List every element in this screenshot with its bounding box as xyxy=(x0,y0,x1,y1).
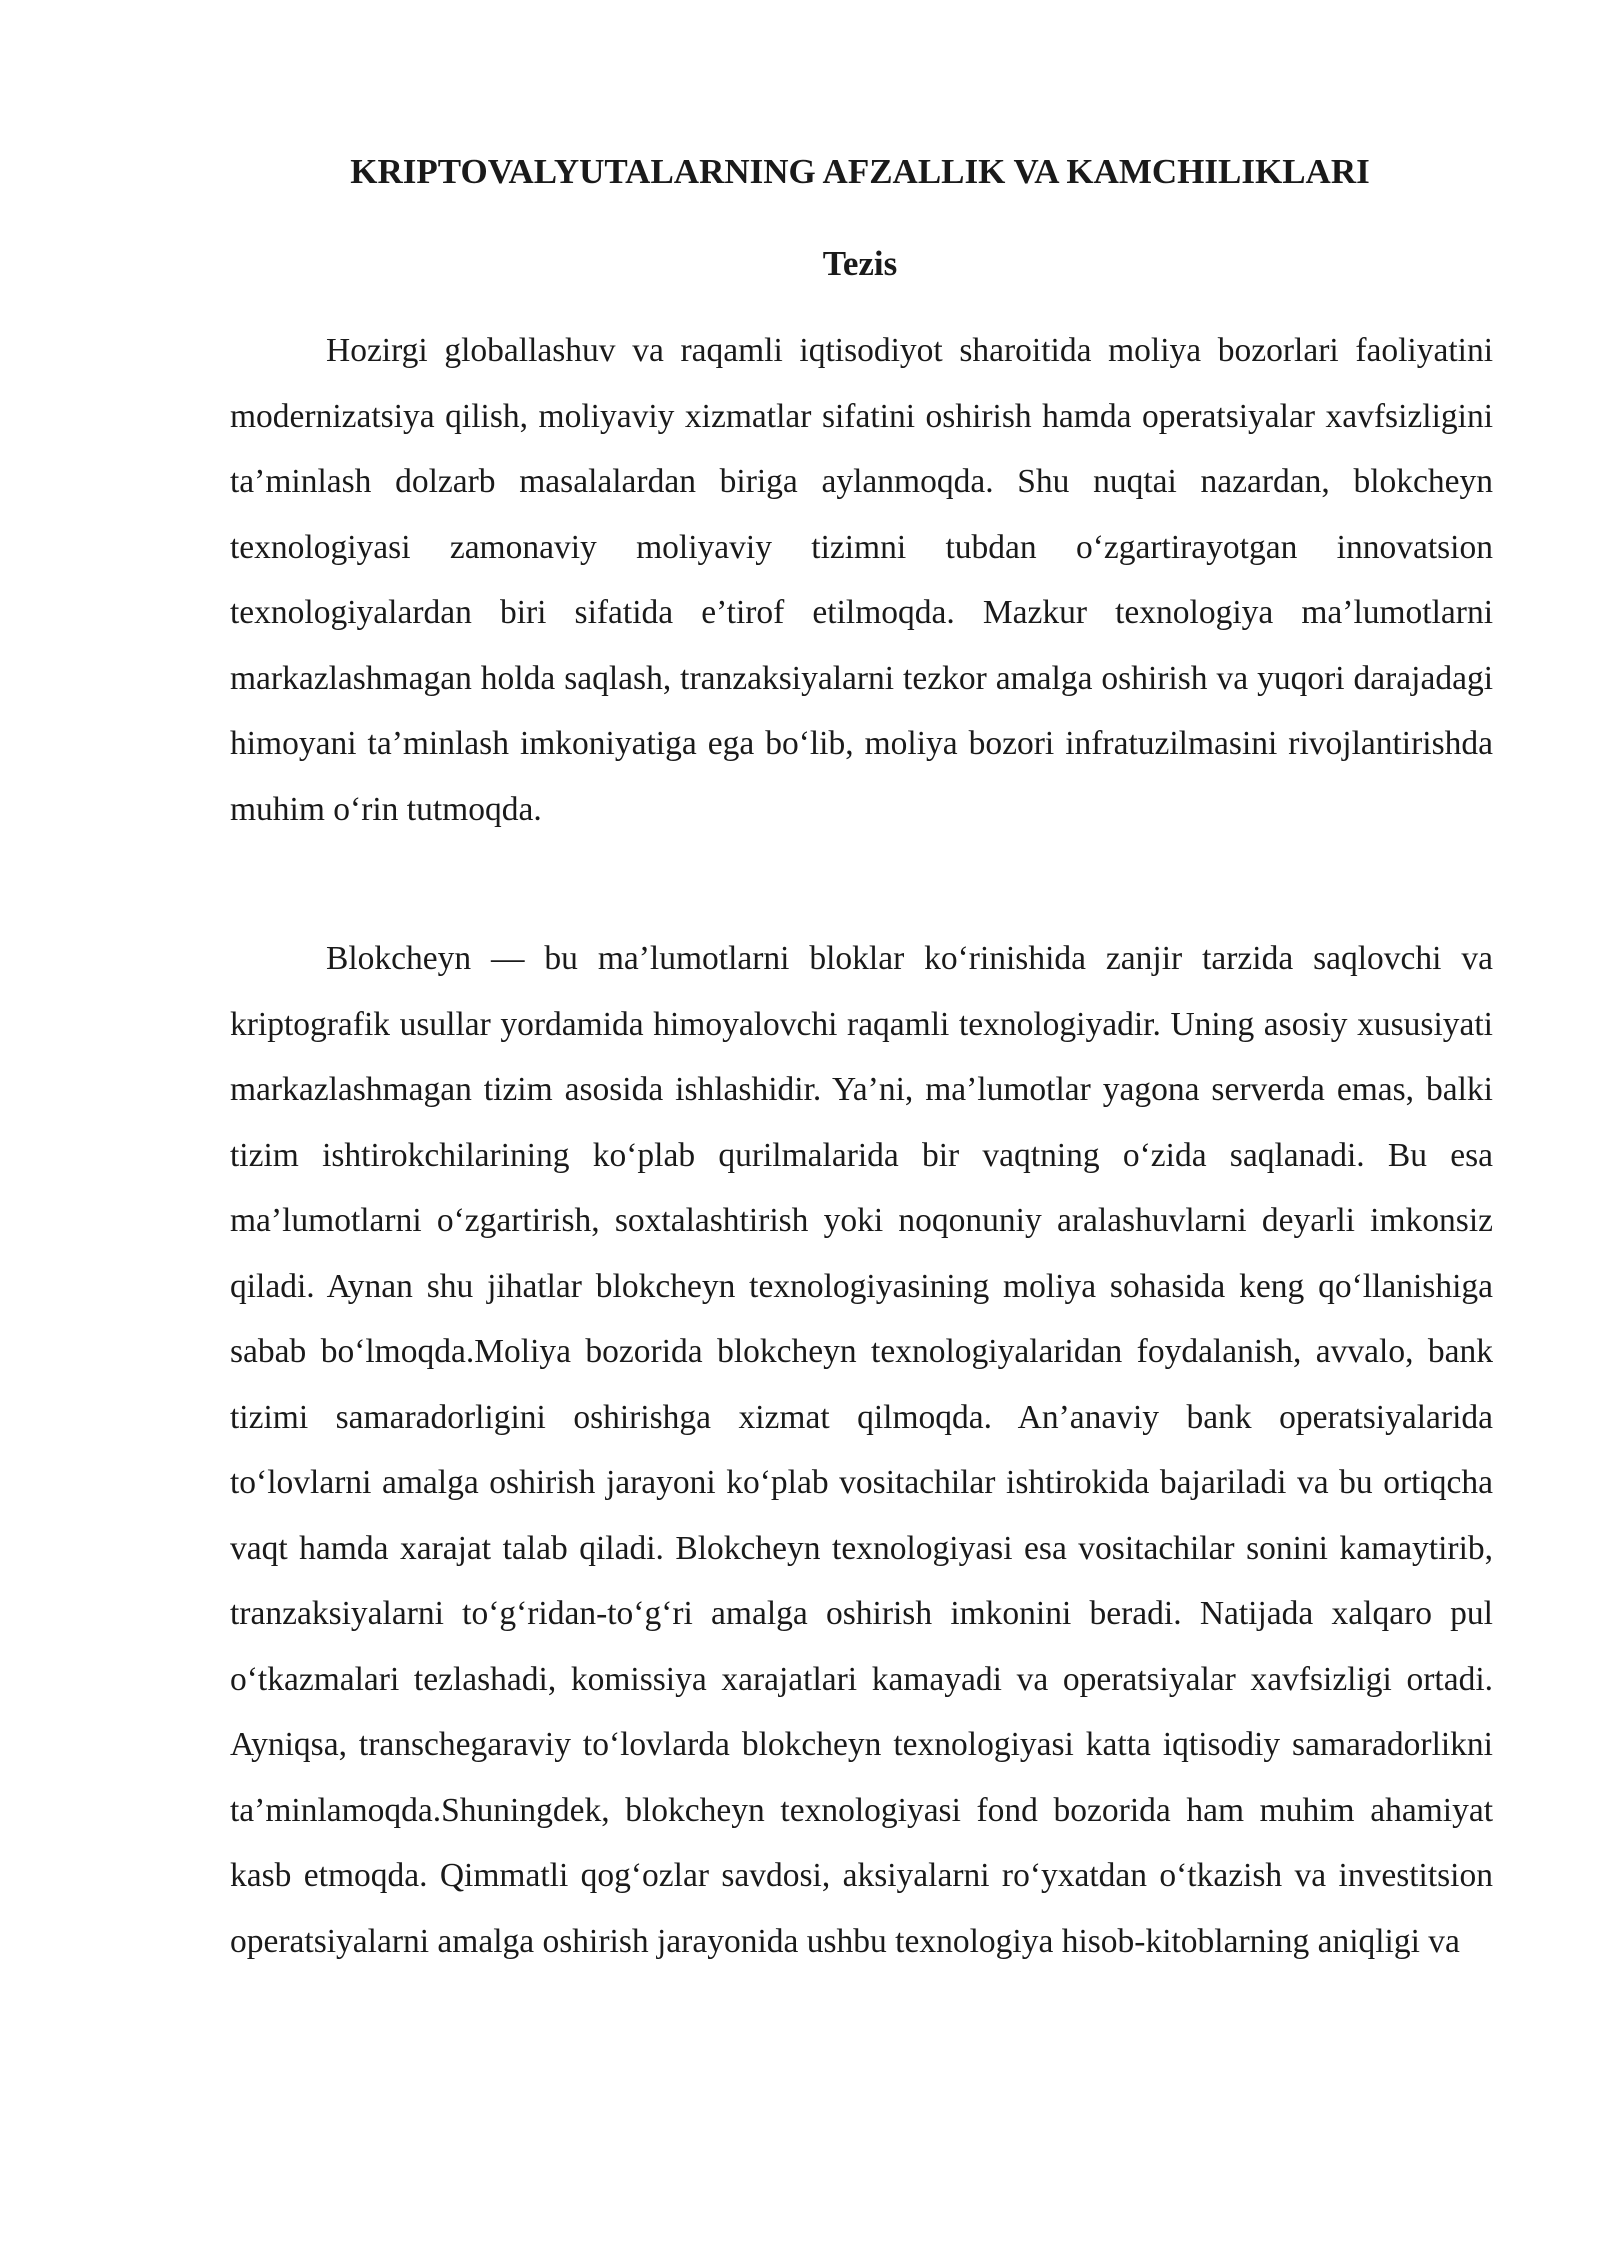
paragraph-1: Hozirgi globallashuv va raqamli iqtisodiyot sharoitida moliya bozorlari faoliyatini modernizatsiya qilish, moliyaviy xizmatlar sifatini oshirish hamda operatsiyalar xavfsizligini ta’minlash dolzarb masalalardan biriga aylanmoqda. Shu nuqtai nazardan, blokcheyn texnologiyasi zamonaviy moliyaviy tizimni tubdan o‘zgartirayotgan innovatsion texnologiyalardan biri sifatida e’tirof etilmoqda. Mazkur texnologiya ma’lumotlarni markazlashmagan holda saqlash, tranzaksiyalarni tezkor amalga oshirish va yuqori darajadagi himoyani ta’minlash imkoniyatiga ega bo‘lib, moliya bozori infratuzilmasini rivojlantirishda muhim o‘rin tutmoqda. xyxy=(230,332,1493,828)
document-title: KRIPTOVALYUTALARNING AFZALLIK VA KAMCHILIKLARI xyxy=(350,152,1370,191)
document-subtitle: Tezis xyxy=(822,244,898,283)
paragraph-2: Blokcheyn — bu ma’lumotlarni bloklar ko‘rinishida zanjir tarzida saqlovchi va kriptografik usullar yordamida himoyalovchi raqamli texnologiyadir. Uning asosiy xususiyati markazlashmagan tizim asosida ishlashidir. Ya’ni, ma’lumotlar yagona serverda emas, balki tizim ishtirokchilarining ko‘plab qurilmalarida bir vaqtning o‘zida saqlanadi. Bu esa ma’lumotlarni o‘zgartirish, soxtalashtirish yoki noqonuniy aralashuvlarni deyarli imkonsiz qiladi. Aynan shu jihatlar blokcheyn texnologiyasining moliya sohasida keng qo‘llanishiga sabab bo‘lmoqda.Moliya bozorida blokcheyn texnologiyalaridan foydalanish, avvalo, bank tizimi samaradorligini oshirishga xizmat qilmoqda. An’anaviy bank operatsiyalarida to‘lovlarni amalga oshirish jarayoni ko‘plab vositachilar ishtirokida bajariladi va bu ortiqcha vaqt hamda xarajat talab qiladi. Blokcheyn texnologiyasi esa vositachilar sonini kamaytirib, tranzaksiyalarni to‘g‘ridan-to‘g‘ri amalga oshirish imkonini beradi. Natijada xalqaro pul o‘tkazmalari tezlashadi, komissiya xarajatlari kamayadi va operatsiyalar xavfsizligi ortadi. Ayniqsa, transchegaraviy to‘lovlarda blokcheyn texnologiyasi katta iqtisodiy samaradorlikni ta’minlamoqda.Shuningdek, blokcheyn texnologiyasi fond bozorida ham muhim ahamiyat kasb etmoqda. Qimmatli qog‘ozlar savdosi, aksiyalarni ro‘yxatdan o‘tkazish va investitsion operatsiyalarni amalga oshirish jarayonida ushbu texnologiya hisob-kitoblarning aniqligi va xyxy=(230,940,1493,1960)
